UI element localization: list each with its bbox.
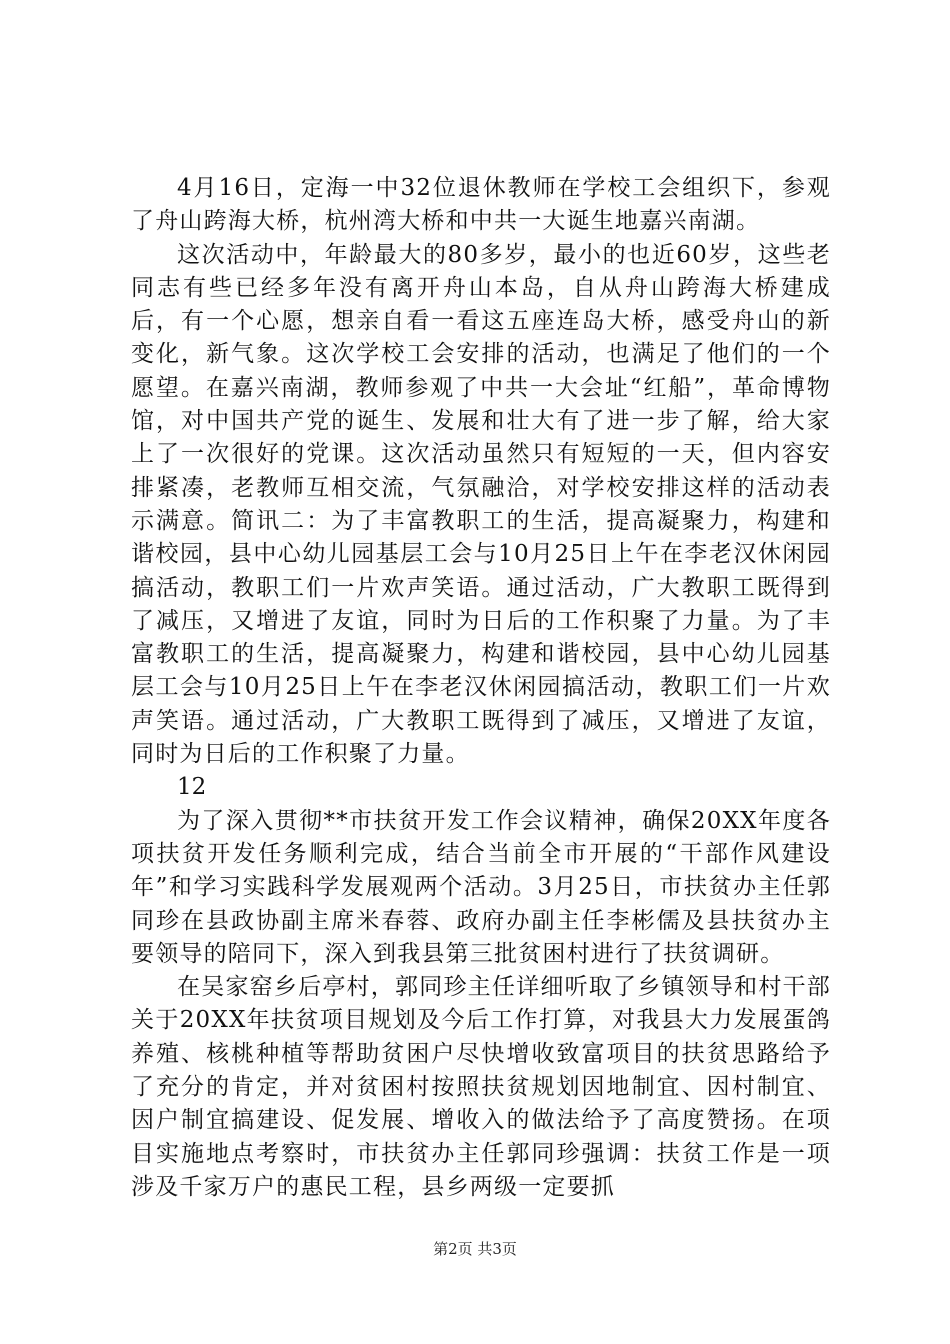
paragraph-poverty-alleviation-research: 为了深入贯彻**市扶贫开发工作会议精神，确保20XX年度各项扶贫开发任务顺利完成，结合当前全市开展的“干部作风建设年”和学习实践科学发展观两个活动。3月25日，市扶贫办主任郭同珍在县政协副主席米春蓉、政府办副主任李彬儒及县扶贫办主要领导的陪同下，深入到我县第三批贫困村进行了扶贫调研。 [131, 807, 831, 967]
paragraph-retired-teachers-trip: 4月16日，定海一中32位退休教师在学校工会组织下，参观了舟山跨海大桥，杭州湾大桥和中共一大诞生地嘉兴南湖。 [131, 175, 831, 235]
paragraph-activity-details: 这次活动中，年龄最大的80多岁，最小的也近60岁，这些老同志有些已经多年没有离开舟山本岛，自从舟山跨海大桥建成后，有一个心愿，想亲自看一看这五座连岛大桥，感受舟山的新变化，新气象。这次学校工会安排的活动，也满足了他们的一个愿望。在嘉兴南湖，教师参观了中共一大会址“红船”，革命博物馆，对中国共产党的诞生、发展和壮大有了进一步了解，给大家上了一次很好的党课。这次活动虽然只有短短的一天，但内容安排紧凑，老教师互相交流，气氛融洽，对学校安排这样的活动表示满意。简讯二：为了丰富教职工的生活，提高凝聚力，构建和谐校园，县中心幼儿园基层工会与10月25日上午在李老汉休闲园搞活动，教职工们一片欢声笑语。通过活动，广大教职工既得到了减压，又增进了友谊，同时为日后的工作积聚了力量。为了丰富教职工的生活，提高凝聚力，构建和谐校园，县中心幼儿园基层工会与10月25日上午在李老汉休闲园搞活动，教职工们一片欢声笑语。通过活动，广大教职工既得到了减压，又增进了友谊，同时为日后的工作积聚了力量。 [131, 241, 831, 768]
document-body [131, 172, 831, 1204]
section-number: 12 [177, 774, 207, 801]
page-footer: 第2页 共3页 [433, 1240, 517, 1258]
paragraph-village-inspection: 在吴家窑乡后亭村，郭同珍主任详细听取了乡镇领导和村干部关于20XX年扶贫项目规划及今后工作打算，对我县大力发展蛋鸽养殖、核桃种植等帮助贫困户尽快增收致富项目的扶贫思路给予了充分的肯定，并对贫困村按照扶贫规划因地制宜、因村制宜、因户制宜搞建设、促发展、增收入的做法给予了高度赞扬。在项目实施地点考察时，市扶贫办主任郭同珍强调：扶贫工作是一项涉及千家万户的惠民工程，县乡两级一定要抓 [131, 974, 831, 1200]
